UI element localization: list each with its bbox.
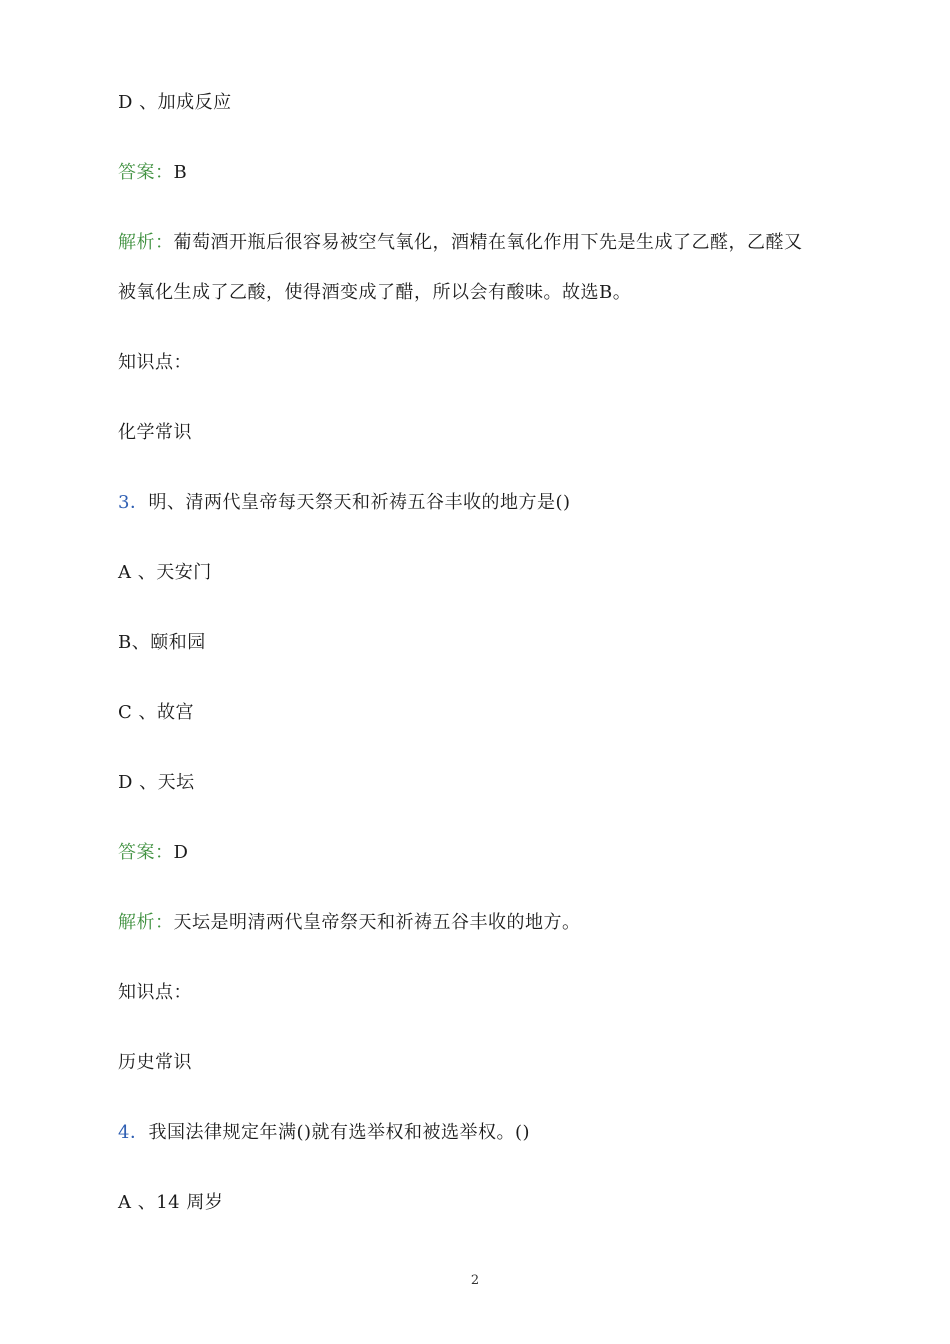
analysis-label: 解析： xyxy=(118,232,174,253)
q3-analysis xyxy=(118,912,581,934)
q2-answer xyxy=(118,162,187,184)
page-number: 2 xyxy=(470,1273,480,1288)
q2-option-d: D 、加成反应 xyxy=(118,92,232,113)
question-text: 明、清两代皇帝每天祭天和祈祷五谷丰收的地方是() xyxy=(148,492,571,513)
q3-knowledge-value: 历史常识 xyxy=(118,1052,192,1073)
q3-option-c: C 、故宫 xyxy=(118,702,194,723)
answer-value: D xyxy=(173,842,189,863)
q2-analysis-line-2: 被氧化生成了乙酸，使得酒变成了醋，所以会有酸味。故选B。 xyxy=(118,282,632,303)
question-number: 4． xyxy=(118,1122,149,1143)
q2-knowledge-label: 知识点： xyxy=(118,352,192,373)
q3-knowledge-label: 知识点： xyxy=(118,982,192,1003)
q3-question xyxy=(118,492,571,514)
q3-option-d: D 、天坛 xyxy=(118,772,195,793)
analysis-label: 解析： xyxy=(118,912,174,933)
analysis-text: 葡萄酒开瓶后很容易被空气氧化，酒精在氧化作用下先是生成了乙醛，乙醛又 xyxy=(173,232,803,253)
q4-option-a: A 、14 周岁 xyxy=(118,1192,224,1213)
question-text: 我国法律规定年满()就有选举权和被选举权。() xyxy=(148,1122,531,1143)
answer-label: 答案： xyxy=(118,162,174,183)
answer-value: B xyxy=(173,162,188,183)
question-number: 3． xyxy=(118,492,149,513)
analysis-text: 天坛是明清两代皇帝祭天和祈祷五谷丰收的地方。 xyxy=(173,912,581,933)
q3-option-a: A 、天安门 xyxy=(118,562,212,583)
q3-option-b: B、颐和园 xyxy=(118,632,206,653)
q2-analysis-line-1 xyxy=(118,232,803,254)
q2-knowledge-value: 化学常识 xyxy=(118,422,192,443)
answer-label: 答案： xyxy=(118,842,174,863)
q3-answer xyxy=(118,842,188,864)
q4-question xyxy=(118,1122,530,1144)
